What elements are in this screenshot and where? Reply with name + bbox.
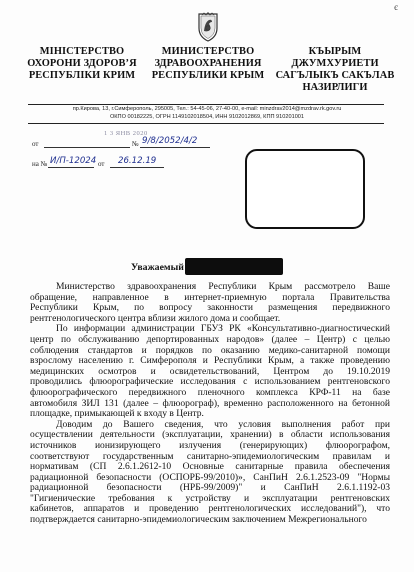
reference-number: И/П-12024 bbox=[50, 156, 97, 166]
letter-body bbox=[30, 282, 390, 526]
registration-stamp-date: 1 3 ЯНВ 2020 bbox=[104, 130, 148, 137]
addressee-redaction-box bbox=[245, 149, 365, 229]
header-rule-bottom bbox=[28, 123, 384, 124]
reference-prefix: на № bbox=[32, 160, 48, 168]
corner-mark: є bbox=[394, 2, 398, 12]
header-line: НАЗИРЛИГИ bbox=[302, 82, 368, 93]
header-line: САГЪЛЫКЪ САКЪЛАВ bbox=[275, 70, 395, 81]
contact-details bbox=[24, 105, 390, 121]
header-line: МИНИСТЕРСТВО bbox=[161, 46, 255, 57]
header-line: КЪЫРЫМ bbox=[308, 46, 362, 57]
body-line: соответствуют государственным санитарно-эпидемиологическим правилам и bbox=[30, 450, 390, 462]
header-line: РЕСПУБЛІКИ КРИМ bbox=[28, 70, 136, 81]
salutation: Уважаемый bbox=[131, 262, 184, 273]
outgoing-number: 9/8/2052/4/2 bbox=[142, 136, 198, 146]
body-line: Министерство здравоохранения Республики Крым рассмотрело Ваше bbox=[56, 281, 390, 292]
header-line: ДЖУМХУРИЕТИ bbox=[291, 58, 379, 69]
name-redaction bbox=[185, 258, 283, 275]
body-line: радиационной безопасности (НРБ-99/2009)" и СанПиН 2.6.1.1192-03 bbox=[30, 482, 390, 494]
reference-date: 26.12.19 bbox=[118, 156, 157, 166]
from-label: от bbox=[32, 140, 39, 148]
body-line: центр по обслуживанию депортированных народов» (далее – Центр) с целью bbox=[30, 333, 390, 345]
body-line: радиационной безопасности (ОСПОРБ-99/2010)», СанПиН 2.6.1.2523-09 "Нормы bbox=[30, 471, 390, 483]
body-line: автомобиля ЗИЛ 131 (далее – флюорограф), временно расположенного на бетонной bbox=[30, 397, 390, 409]
header-line: ЗДРАВООХРАНЕНИЯ bbox=[154, 58, 262, 69]
header-line: ОХОРОНИ ЗДОРОВ’Я bbox=[27, 58, 137, 69]
header-crimean-tatar bbox=[270, 46, 400, 94]
outgoing-registration bbox=[32, 130, 212, 190]
body-line: Доводим до Вашего сведения, что условия выполнения работ при bbox=[56, 418, 390, 430]
body-line: обращение, направленное в интернет-приемную портала Правительства bbox=[30, 291, 390, 303]
header-line: РЕСПУБЛИКИ КРЫМ bbox=[151, 70, 265, 81]
body-line: кабинетов, аппаратов и проведению рентгенологических исследований"), что bbox=[30, 503, 390, 515]
contact-address: пр.Кирова, 13, г.Симферополь, 295005, Тел.: 54-45-06, 27-40-00, e-mail: minzdrav2014@mzdrav.rk.gov.ru bbox=[72, 106, 342, 112]
body-line: источников ионизирующего излучения (генерирующих) флюорографом, bbox=[30, 439, 390, 451]
reference-from-label: от bbox=[98, 160, 105, 168]
body-line: взрослому населению г. Симферополя и Республики Крым, а также проведению bbox=[30, 355, 390, 367]
body-line: проводились флюорографические исследования с использованием рентгеновского bbox=[30, 376, 390, 388]
body-line: подтверждается санитарно-эпидемиологическим заключением Межрегионального bbox=[30, 514, 367, 526]
body-line: нормативам (СП 2.6.1.2612-10 Основные санитарные правила обеспечения bbox=[30, 461, 390, 473]
header-russian bbox=[148, 46, 268, 82]
body-line: медицинских осмотров и освидетельствований, Центром до 19.10.2019 bbox=[30, 365, 390, 377]
contact-registry: ОКПО 00182225, ОГРН 1149102018504, ИНН 9102012869, КПП 910201001 bbox=[109, 114, 305, 120]
body-line: По информации администрации ГБУЗ РК «Консультативно-диагностический bbox=[56, 323, 390, 335]
body-line: флюорографического передвижного пленочного комплекса КРФ-11 на базе bbox=[30, 386, 390, 398]
body-line: "Гигиенические требования к устройству и эксплуатации рентгеновских bbox=[30, 492, 390, 504]
body-line: соблюдения стандартов и порядков по оказанию медико-санитарной помощи bbox=[30, 344, 390, 356]
body-line: Республики Крым, по вопросу законности размещения передвижного bbox=[30, 302, 390, 314]
header-line: МІНІСТЕРСТВО bbox=[39, 46, 125, 57]
header-ukrainian bbox=[18, 46, 146, 82]
crimea-coat-of-arms-icon bbox=[196, 12, 220, 42]
date-line bbox=[44, 138, 130, 148]
number-label: № bbox=[132, 140, 139, 148]
body-line: осуществлении деятельности (эксплуатации, хранении) в области использования bbox=[30, 429, 390, 441]
body-line: рентгенологического центра вблизи жилого дома и сообщает. bbox=[30, 312, 281, 324]
body-line: площадке, примыкающей к входу в Центр. bbox=[30, 408, 204, 420]
